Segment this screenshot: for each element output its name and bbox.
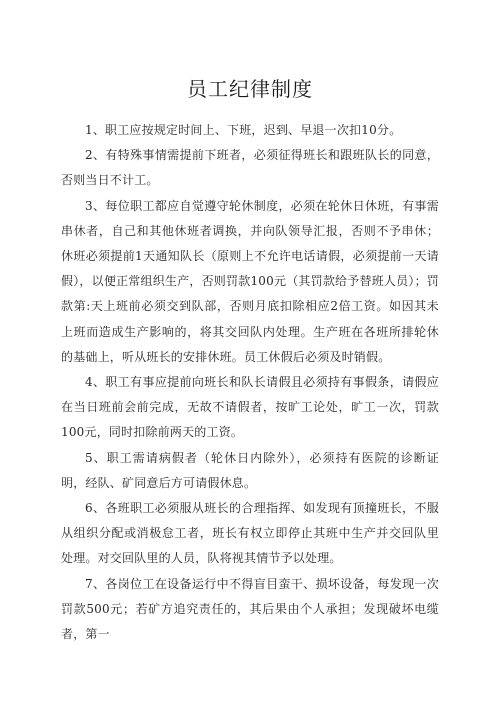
rule-paragraph-7: 7、各岗位工在设备运行中不得盲目蛮干、损坏设备，每发现一次罚款500元；若矿方追究责任的，其后果由个人承担；发现破坏电缆者，第一	[61, 576, 439, 642]
document-body	[61, 118, 439, 647]
rule-paragraph-6: 6、各班职工必须服从班长的合理指挥、如发现有顶撞班长，不服从组织分配或消极怠工者，班长有权立即停止其班中生产并交回队里处理。对交回队里的人员，队将视其情节予以处理。	[61, 501, 439, 566]
rule-paragraph-3: 3、每位职工都应自觉遵守轮休制度，必须在轮休日休班，有事需串休者，自己和其他休班者调换，并向队领导汇报，否则不予串休；休班必须提前1天通知队长（原则上不允许电话请假，必须提前一天请假），以便正常组织生产，否则罚款100元（其罚款给予替班人员）；罚款第:天上班前必须交到队部，否则月底扣除相应2倍工资。如因其未上班而造成生产影响的，将其交回队内处理。生产班在各班所排轮休的基础上，听从班长的安排休班。员工休假后必须及时销假。	[61, 198, 439, 364]
rule-paragraph-4: 4、职工有事应提前向班长和队长请假且必须持有事假条，请假应在当日班前会前完成，无故不请假者，按旷工论处，旷工一次，罚款100元，同时扣除前两天的工资。	[61, 375, 439, 440]
document-title: 员工纪律制度	[187, 77, 313, 101]
rule-paragraph-5: 5、职工需请病假者（轮休日内除外），必须持有医院的诊断证明，经队、矿同意后方可请假休息。	[61, 450, 439, 490]
rule-paragraph-2: 2、有特殊事情需提前下班者，必须征得班长和跟班队长的同意，否则当日不计工。	[61, 148, 439, 188]
rule-paragraph-1: 1、职工应按规定时间上、下班，迟到、早退一次扣10分。	[85, 123, 402, 137]
